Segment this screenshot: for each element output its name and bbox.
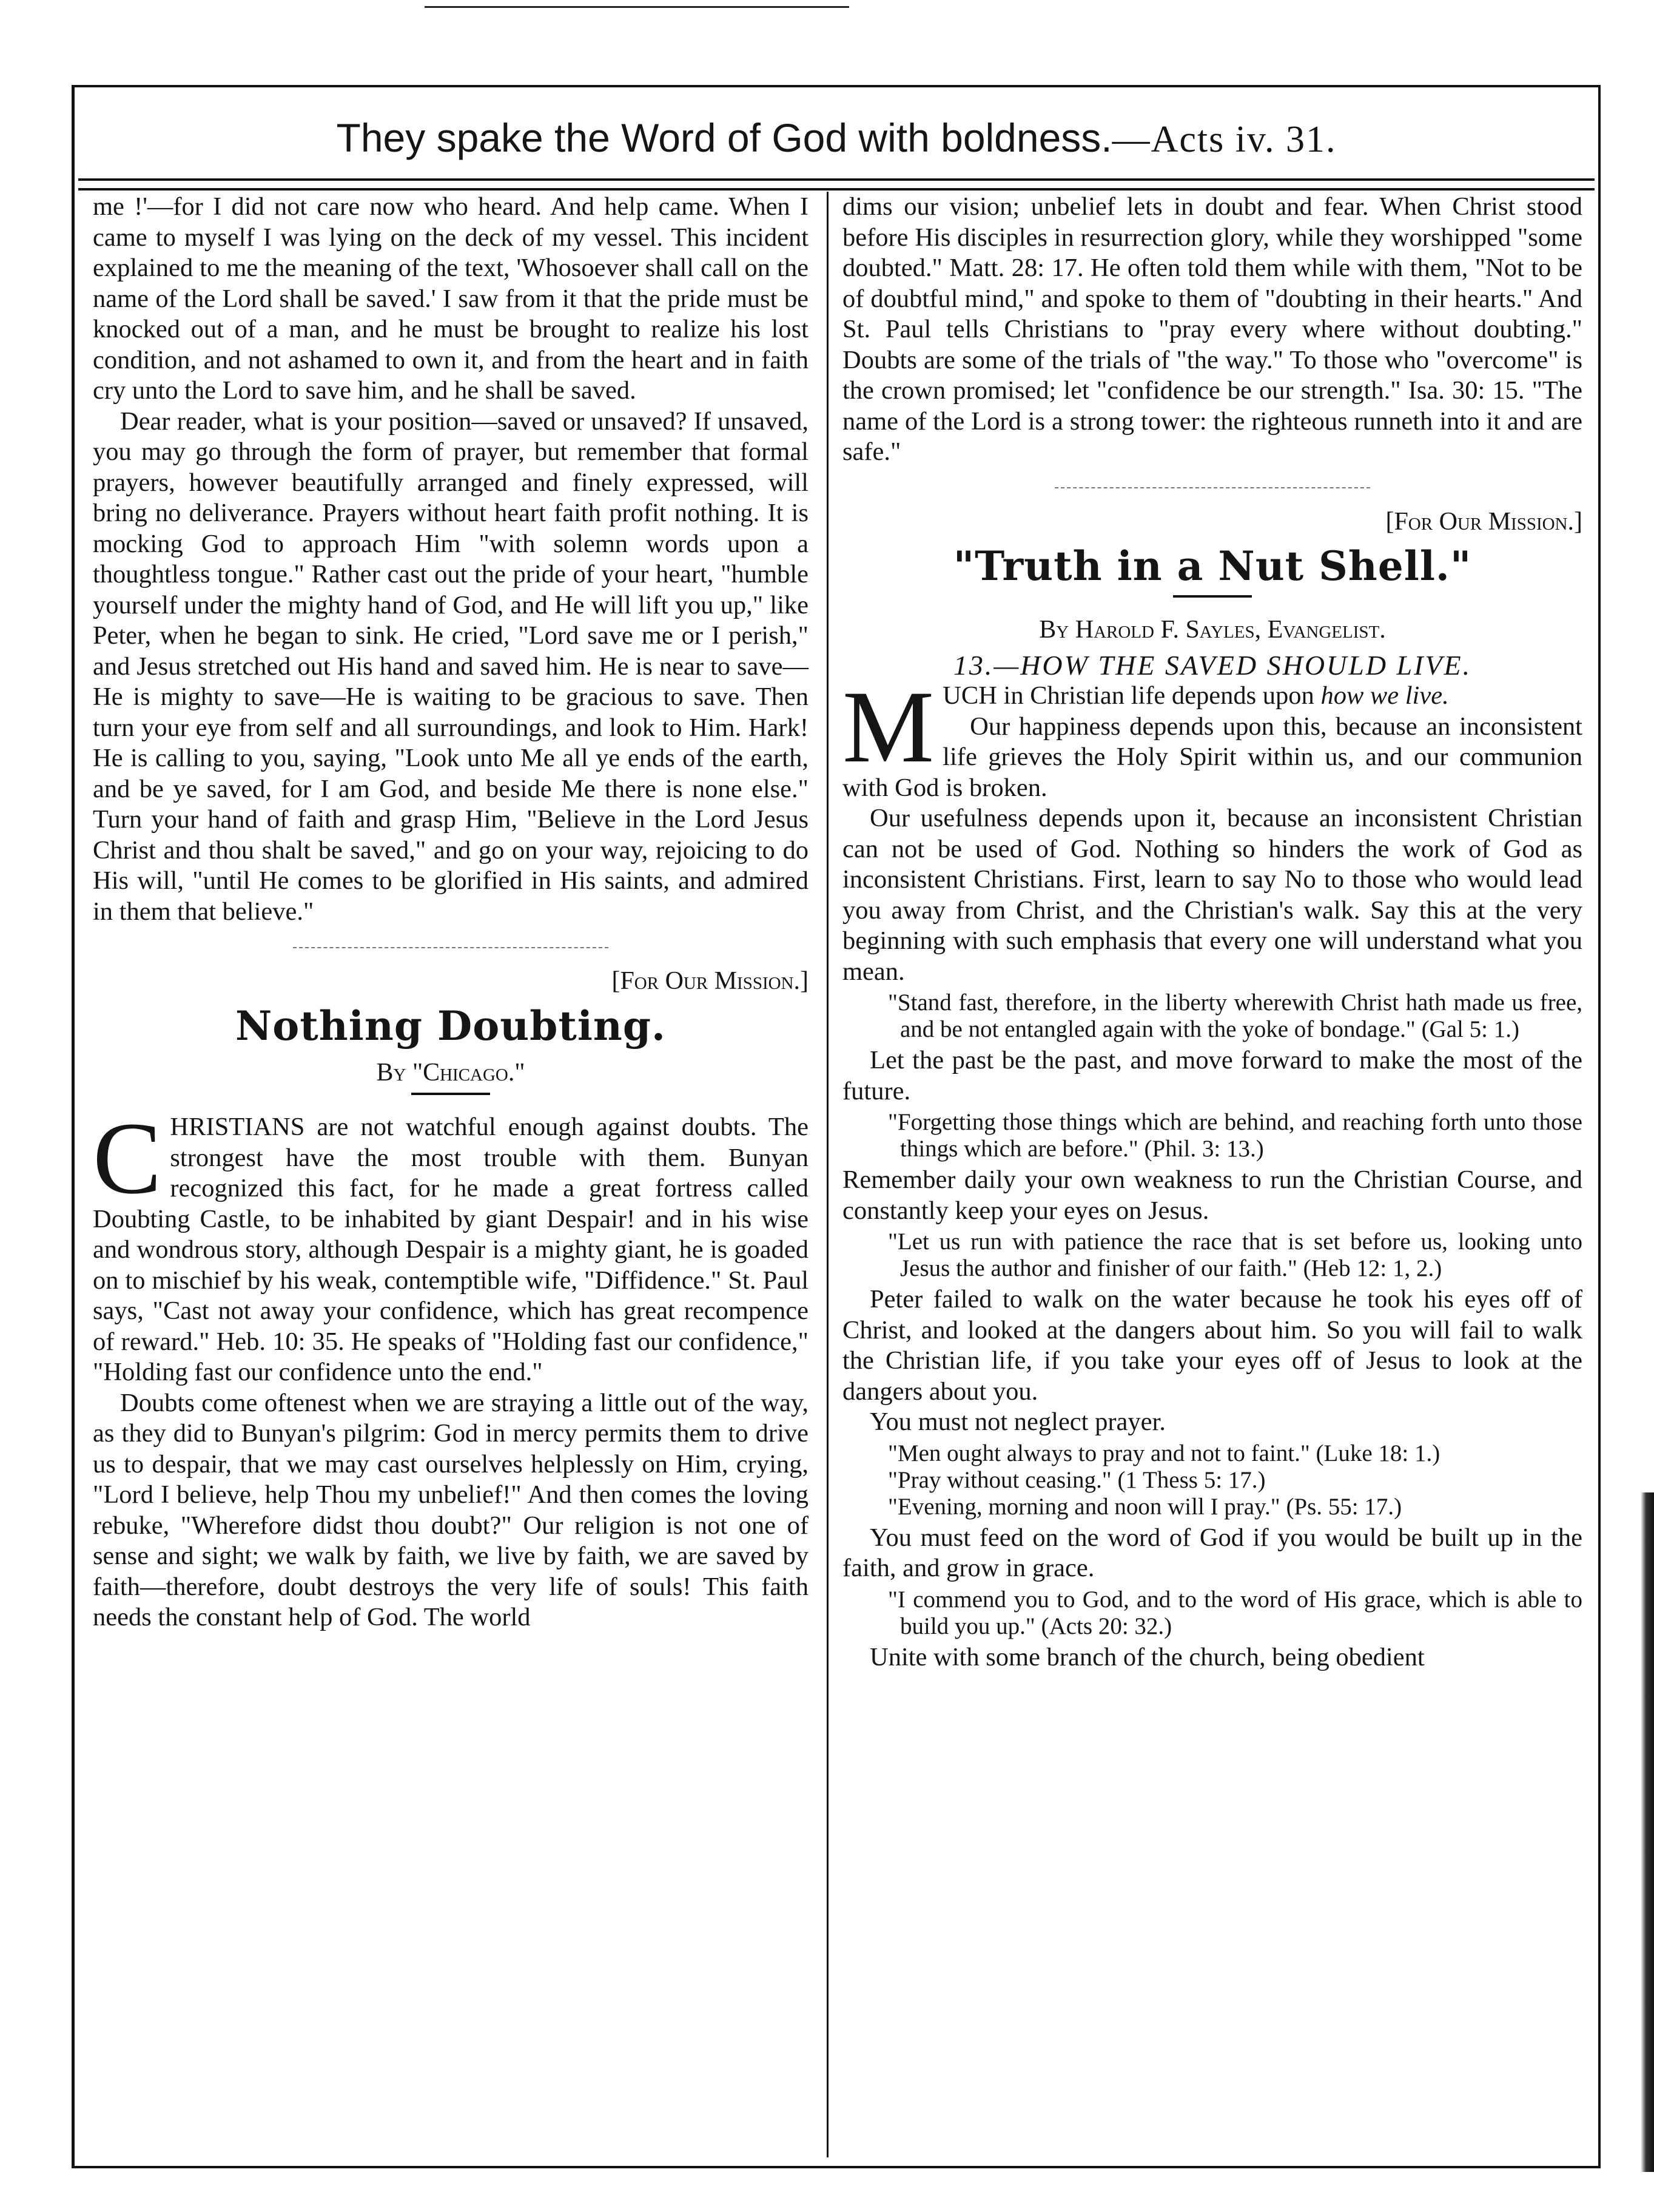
scripture-quote (870, 990, 1582, 1043)
quote-text: "Pray without ceasing." (1 Thess 5: 17.) (888, 1466, 1266, 1493)
article-title: "Truth in a Nut Shell." (953, 542, 1472, 590)
article-byline: By "Chicago." (376, 1058, 525, 1087)
quote-text: "Stand fast, therefore, in the liberty wherewith Christ hath made us free, and be not entangled again with the yoke of bondage." (Gal 5: 1.) (888, 990, 1582, 1042)
section-separator (842, 468, 1582, 507)
left-column (93, 192, 809, 1633)
body-paragraph: Our happiness depends upon this, because an inconsistent life grieves the Holy Spirit within us, and our communion with God is broken. (842, 712, 1582, 802)
body-paragraph: You must feed on the word of God if you would be built up in the faith, and grow in grace. (842, 1523, 1582, 1582)
article-byline: By Harold F. Sayles, Evangelist. (1039, 616, 1386, 644)
article-title: Nothing Doubting. (235, 1002, 667, 1050)
body-paragraph: Dear reader, what is your position—saved or unsaved? If unsaved, you may go through the form of prayer, but remember that formal prayers, however beautifully arranged and finely expressed, will bring no deliverance. Prayers without heart faith profit nothing. It is mocking God to approach Him "with solemn words upon a thoughtless tongue." Rather cast out the pride of your heart, "humble yourself under the mighty hand of God, and He will lift you up," like Peter, when he began to sink. He cried, "Lord save me or I perish," and Jesus stretched out His hand and saved him. He is near to save—He is mighty to save—He is waiting to be gracious to save. Then turn your eye from self and all surroundings, and look to Him. Hark! He is calling to you, saying, "Look unto Me all ye ends of the earth, and be ye saved, for I am God, and beside Me there is none else." Turn your hand of faith and grasp Him, "Believe in the Lord Jesus Christ and thou shalt be saved," and go on your way, rejoicing to do His will, "until He comes to be glorified in His saints, and admired in them that believe." (93, 406, 809, 926)
quote-text: "Men ought always to pray and not to faint." (Luke 18: 1.) (888, 1440, 1441, 1466)
quote-text: "Forgetting those things which are behind, and reaching forth unto those things which are before." (Phil. 3: 13.) (888, 1109, 1582, 1162)
body-paragraph: You must not neglect prayer. (870, 1408, 1166, 1436)
drop-cap: C (93, 1101, 162, 1215)
drop-cap: M (842, 670, 935, 784)
body-paragraph: dims our vision; unbelief lets in doubt and fear. When Christ stood before His disciples in resurrection glory, while they worshipped "some doubted." Matt. 28: 17. He often told them while with them, "Not to be of doubtful mind," and spoke to them of "doubting in their hearts." And St. Paul tells Christians to "pray every where without doubting." Doubts are some of the trials of "the way." To those who "overcome" is the crown promised; let "confidence be our strength." Isa. 30: 15. "The name of the Lord is a strong tower: the righteous runneth into it and are safe." (842, 192, 1582, 466)
quote-text: "I commend you to God, and to the word of His grace, which is able to build you up." (Acts 20: 32.) (888, 1586, 1582, 1639)
scripture-quote (870, 1440, 1582, 1520)
paragraph-text: HRISTIANS are not watchful enough against doubts. The strongest have the most trouble with them. Bunyan recognized this fact, for he made a great fortress called Doubting Castle, to be inhabited by giant Despair! and in his wise and wondrous story, although Despair is a mighty giant, he is goaded on to mischief by his weak, contemptible wife, "Diffidence." St. Paul says, "Cast not away your confidence, which has great recompence of reward." Heb. 10: 35. He speaks of "Holding fast our confidence," "Holding fast our confidence unto the end." (93, 1113, 809, 1386)
bottom-rule (75, 2166, 1598, 2168)
body-paragraph: Doubts come oftenest when we are straying a little out of the way, as they did to Bunyan's pilgrim: God in mercy permits them to drive us to despair, that we may cast ourselves helplessly on Him, crying, "Lord I believe, help Thou my unbelief!" And then comes the loving rebuke, "Wherefore didst thou doubt?" Our religion is not one of sense and sight; we walk by faith, we live by faith, we are saved by faith—therefore, doubt destroys the very life of souls! This faith needs the constant help of God. The world (93, 1388, 809, 1631)
header-reference: —Acts iv. 31. (1112, 119, 1337, 160)
quote-text: "Evening, morning and noon will I pray." (Ps. 55: 17.) (888, 1493, 1402, 1520)
header-motto: They spake the Word of God with boldness. (336, 115, 1112, 160)
header-double-rule (78, 178, 1595, 191)
section-separator (93, 927, 809, 966)
page-header (75, 104, 1598, 171)
body-paragraph: me !'—for I did not care now who heard. And help came. When I came to myself I was lying on the deck of my vessel. This incident explained to me the meaning of the text, 'Whosoever shall call on the name of the Lord shall be saved.' I saw from it that the pride must be knocked out of a man, and he must be brought to realize his lost condition, and not ashamed to own it, and from the heart and in faith cry unto the Lord to save him, and he shall be saved. (93, 192, 809, 405)
short-rule (1173, 595, 1252, 598)
quote-text: "Let us run with patience the race that is set before us, looking unto Jesus the author and finisher of our faith." (Heb 12: 1, 2.) (888, 1229, 1582, 1281)
mission-label: [For Our Mission.] (1385, 507, 1582, 536)
top-edge-mark (425, 0, 849, 8)
column-divider (827, 192, 829, 2157)
body-paragraph: Unite with some branch of the church, being obedient (870, 1642, 1425, 1671)
paragraph-text: UCH in Christian life depends upon (943, 681, 1321, 710)
right-column (842, 192, 1582, 1673)
scripture-quote (870, 1587, 1582, 1640)
body-paragraph: Remember daily your own weakness to run the Christian Course, and constantly keep your eyes on Jesus. (842, 1165, 1582, 1225)
body-paragraph: Peter failed to walk on the water because he took his eyes off of Christ, and looked at the dangers about him. So you will fail to walk the Christian life, if you take your eyes off of Jesus to look at the dangers about you. (842, 1285, 1582, 1406)
body-paragraph: Our usefulness depends upon it, because an inconsistent Christian can not be used of God. Nothing so hinders the work of God as inconsistent Christians. First, learn to say No to those who would lead you away from Christ, and the Christian's walk. Say this at the very beginning with such emphasis that every one will understand what you mean. (842, 804, 1582, 986)
scripture-quote (870, 1229, 1582, 1282)
section-heading: 13.—HOW THE SAVED SHOULD LIVE. (953, 649, 1472, 681)
scan-edge-shadow (1641, 1492, 1654, 2172)
paragraph-emphasis: how we live. (1320, 681, 1449, 710)
mission-label: [For Our Mission.] (611, 967, 809, 995)
body-paragraph: Let the past be the past, and move forward to make the most of the future. (842, 1046, 1582, 1105)
scripture-quote (870, 1109, 1582, 1162)
short-rule (411, 1093, 490, 1095)
page-frame (72, 85, 1601, 2168)
body-paragraph (93, 1101, 809, 1388)
